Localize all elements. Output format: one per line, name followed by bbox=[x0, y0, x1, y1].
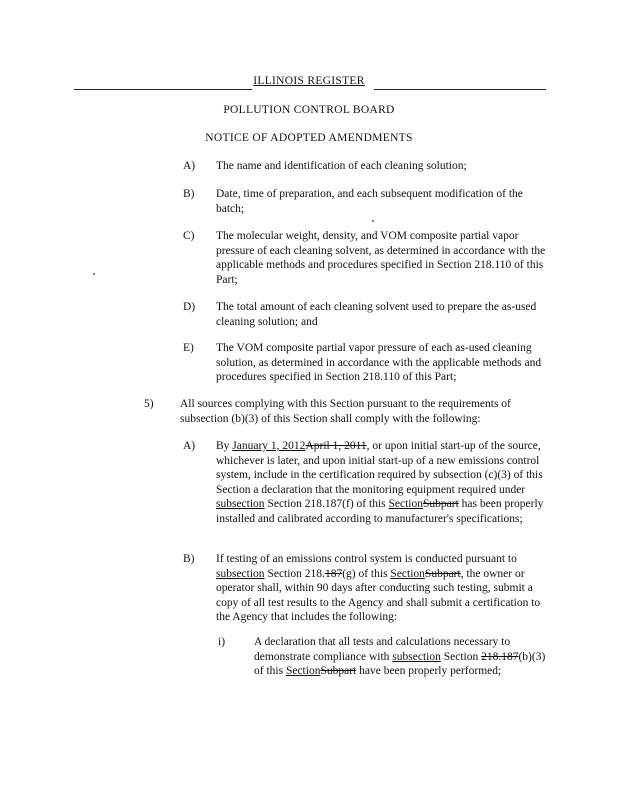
item-d-text: The total amount of each cleaning solvent used to prepare the as-used cleaning solution; and bbox=[216, 301, 537, 328]
inserted-subsection: subsection bbox=[216, 498, 265, 511]
register-title: ILLINOIS REGISTER bbox=[253, 75, 365, 87]
inserted-section: Section bbox=[390, 567, 425, 580]
deleted-section-number: 218.187 bbox=[481, 650, 519, 663]
inserted-section: Section bbox=[285, 665, 321, 678]
item-b-text: Date, time of preparation, and each subsequent modification of the batch; bbox=[216, 188, 523, 215]
deleted-date: April 1, 2011 bbox=[305, 440, 367, 452]
para-5bi-label: i) bbox=[218, 636, 226, 648]
scan-speck bbox=[93, 273, 95, 275]
inserted-subsection: subsection bbox=[392, 650, 441, 663]
deleted-number: 187 bbox=[324, 567, 343, 580]
para-5bi-text: A declaration that all tests and calculations necessary to demonstrate compliance with subsection Section 218.187(b)(3) of this SectionSubpart have been properly performed; bbox=[254, 636, 546, 678]
scan-speck bbox=[372, 220, 374, 222]
deleted-subpart: Subpart bbox=[424, 567, 461, 580]
agency-name: POLLUTION CONTROL BOARD bbox=[223, 104, 395, 116]
deleted-subpart: Subpart bbox=[423, 498, 459, 511]
item-a-text: The name and identification of each cleaning solution; bbox=[216, 160, 467, 172]
inserted-section: Section bbox=[388, 498, 423, 511]
item-c-text: The molecular weight, density, and VOM composite partial vapor pressure of each cleaning solvent, as determined in accordance with the applicable methods and procedures specified in Section 218.110 of this Part; bbox=[216, 230, 546, 286]
deleted-subpart: Subpart bbox=[320, 665, 357, 678]
para-5b-label: B) bbox=[183, 553, 195, 565]
item-c-label: C) bbox=[183, 230, 195, 242]
notice-title: NOTICE OF ADOPTED AMENDMENTS bbox=[205, 132, 413, 144]
item-b-label: B) bbox=[183, 188, 195, 200]
item-d-label: D) bbox=[183, 301, 196, 313]
para-5a-label: A) bbox=[183, 440, 196, 452]
para-5-text: All sources complying with this Section pursuant to the requirements of subsection (b)(3) of this Section shall comply with the following: bbox=[180, 398, 511, 425]
item-e-text: The VOM composite partial vapor pressure of each as-used cleaning solution, as determined in accordance with the applicable methods and procedures specified in Section 218.110 of this Part; bbox=[216, 342, 542, 384]
header-rule-left bbox=[74, 89, 252, 90]
inserted-date: January 1, 2012 bbox=[232, 440, 306, 452]
item-e-label: E) bbox=[183, 342, 194, 354]
header-rule-right bbox=[374, 89, 546, 90]
item-a-label: A) bbox=[183, 160, 196, 172]
para-5a-text: By January 1, 2012April 1, 2011, or upon initial start-up of the source, whichever is later, and upon initial start-up of a new emissions control system, include in the certification required by subsection (c)(3) of this Section a declaration that the monitoring equipment required under subsection Section 218.187(f) of this SectionSubpart has been properly installed and calibrated according to manufacturer's specifications; bbox=[216, 440, 544, 525]
inserted-subsection: subsection bbox=[216, 567, 265, 580]
para-5-label: 5) bbox=[144, 398, 154, 410]
para-5b-text: If testing of an emissions control system is conducted pursuant to subsection Section 218.187(g) of this SectionSubpart, the owner or operator shall, within 90 days after conducting such testing, submit a copy of all test results to the Agency and shall submit a certification to the Agency that includes the following: bbox=[216, 553, 541, 624]
